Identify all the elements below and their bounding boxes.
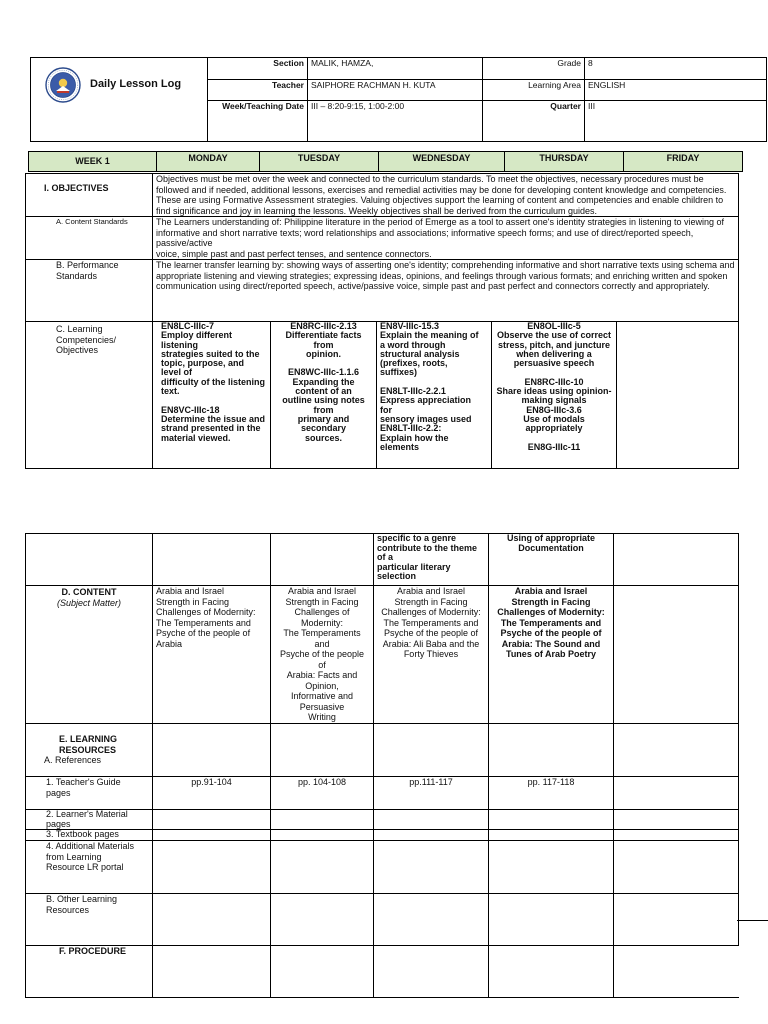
objectives-text: Objectives must be met over the week and connected to the curriculum standards. To meet the objectives, necessary procedures must be followed and if needed, additional lessons, exercises and remedial activities may be done for developing content knowledge and competencies. These are using Formative Assessment strategies. Valuing objectives support the learning of content and competencies and enable children to find significance and joy in learning the lessons. Weekly objectives shall be derived from the curriculum guides. (153, 174, 739, 217)
content-sublabel: (Subject Matter) (56, 597, 122, 608)
content-standards-text: The Learners understanding of: Philippine literature in the period of Emerge as a tool to assert one's identity strategies in listening to viewing of informative and short narrative texts; word relationships and associations; informative speech forms; and use of direct/reported speech, passive/active voice, simple past and past perfect tenses, and sentence connectors. (153, 217, 739, 260)
lr-thursday (489, 723, 614, 777)
grade-value: 8 (585, 58, 767, 80)
section-value: MALIK, HAMZA, (308, 58, 483, 80)
section-label: Section (208, 58, 308, 80)
week-day-header (28, 151, 743, 172)
week-teaching-date-label: Week/Teaching Date (208, 101, 308, 142)
deped-seal-icon (45, 67, 81, 103)
content-label-cell (26, 586, 153, 724)
learning-resources-label-cell (26, 723, 153, 777)
objectives-table (25, 173, 739, 469)
competencies-label: C. Learning Competencies/ Objectives (26, 322, 153, 469)
references-label: A. References (44, 755, 102, 765)
grade-label: Grade (483, 58, 585, 80)
continuation-monday (153, 534, 271, 586)
tg-monday: pp.91-104 (153, 777, 271, 810)
procedure-line-extension (737, 920, 768, 921)
additional-materials-label: 4. Additional Materials from Learning Resource LR portal (26, 841, 153, 894)
competency-monday: EN8LC-IIIc-7 Employ different listening strategies suited to the topic, purpose, and level of difficulty of the listening text. EN8VC-IIIc-18 Determine the issue and strand presented in the material viewed. (153, 322, 271, 469)
content-resources-table (25, 533, 739, 998)
content-friday (614, 586, 739, 724)
day-thursday: THURSDAY (505, 152, 624, 172)
learners-material-label: 2. Learner's Material pages (26, 810, 153, 830)
lr-friday (614, 723, 739, 777)
objectives-label: I. OBJECTIVES (26, 174, 153, 217)
page-title: Daily Lesson Log (90, 78, 182, 90)
continuation-wednesday: specific to a genre contribute to the theme of a particular literary selection (374, 534, 489, 586)
content-standards-label: A. Content Standards (26, 217, 153, 260)
header-table (30, 57, 767, 142)
content-label: D. CONTENT (61, 587, 117, 597)
day-wednesday: WEDNESDAY (379, 152, 505, 172)
logo-title-cell (31, 58, 208, 142)
continuation-thursday: Using of appropriate Documentation (489, 534, 614, 586)
lr-wednesday (374, 723, 489, 777)
content-wednesday: Arabia and Israel Strength in Facing Challenges of Modernity: The Temperaments and Psyche of the people of Arabia: Ali Baba and the Forty Thieves (374, 586, 489, 724)
tg-tuesday: pp. 104-108 (271, 777, 374, 810)
competency-thursday: EN8OL-IIIc-5 Observe the use of correct stress, pitch, and juncture when delivering a persuasive speech EN8RC-IIIc-10 Share ideas using opinion- making signals EN8G-IIIc-3.6 Use of modals appropriately EN8G-IIIc-11 (492, 322, 617, 469)
learning-resources-label: E. LEARNING RESOURCES (59, 734, 118, 755)
tg-wednesday: pp.111-117 (374, 777, 489, 810)
teacher-value: SAIPHORE RACHMAN H. KUTA (308, 80, 483, 101)
continuation-friday (614, 534, 739, 586)
day-monday: MONDAY (157, 152, 260, 172)
continuation-tuesday (271, 534, 374, 586)
other-resources-label: B. Other Learning Resources (26, 894, 153, 946)
competency-friday (617, 322, 739, 469)
content-monday: Arabia and Israel Strength in Facing Challenges of Modernity: The Temperaments and Psyche of the people of Arabia (153, 586, 271, 724)
tg-friday (614, 777, 739, 810)
competency-wednesday: EN8V-IIIc-15.3 Explain the meaning of a word through structural analysis (prefixes, roots, suffixes) EN8LT-IIIc-2.2.1 Express appreciation for sensory images used EN8LT-IIIc-2.2: Explain how the elements (377, 322, 492, 469)
lr-tuesday (271, 723, 374, 777)
continuation-label (26, 534, 153, 586)
week-label: WEEK 1 (29, 152, 157, 172)
quarter-value: III (585, 101, 767, 142)
performance-standards-text: The learner transfer learning by: showing ways of asserting one's identity; comprehending informative and short narrative texts using schema and appropriate listening and viewing strategies; expressing ideas, opinions, and feelings through various formats; and enriching written and spoken communication using direct/reported speech, active/passive voice, simple past and past perfect and connectors correctly and appropriately. (153, 260, 739, 322)
teacher-label: Teacher (208, 80, 308, 101)
lr-monday (153, 723, 271, 777)
teachers-guide-label: 1. Teacher's Guide pages (26, 777, 153, 810)
week-teaching-date-value: III – 8:20-9:15, 1:00-2:00 (308, 101, 483, 142)
performance-standards-label: B. Performance Standards (26, 260, 153, 322)
textbook-label: 3. Textbook pages (26, 830, 153, 841)
tg-thursday: pp. 117-118 (489, 777, 614, 810)
content-thursday: Arabia and Israel Strength in Facing Challenges of Modernity: The Temperaments and Psyche of the people of Arabia: The Sound and Tunes of Arab Poetry (489, 586, 614, 724)
procedure-label: F. PROCEDURE (26, 946, 153, 998)
content-tuesday: Arabia and Israel Strength in Facing Challenges of Modernity: The Temperaments and Psyche of the people of Arabia: Facts and Opinion, Informative and Persuasive Writing (271, 586, 374, 724)
competency-tuesday: EN8RC-IIIc-2.13 Differentiate facts from opinion. EN8WC-IIIc-1.1.6 Expanding the content of an outline using notes from primary and secondary sources. (271, 322, 377, 469)
learning-area-value: ENGLISH (585, 80, 767, 101)
day-friday: FRIDAY (624, 152, 743, 172)
learning-area-label: Learning Area (483, 80, 585, 101)
day-tuesday: TUESDAY (260, 152, 379, 172)
quarter-label: Quarter (483, 101, 585, 142)
